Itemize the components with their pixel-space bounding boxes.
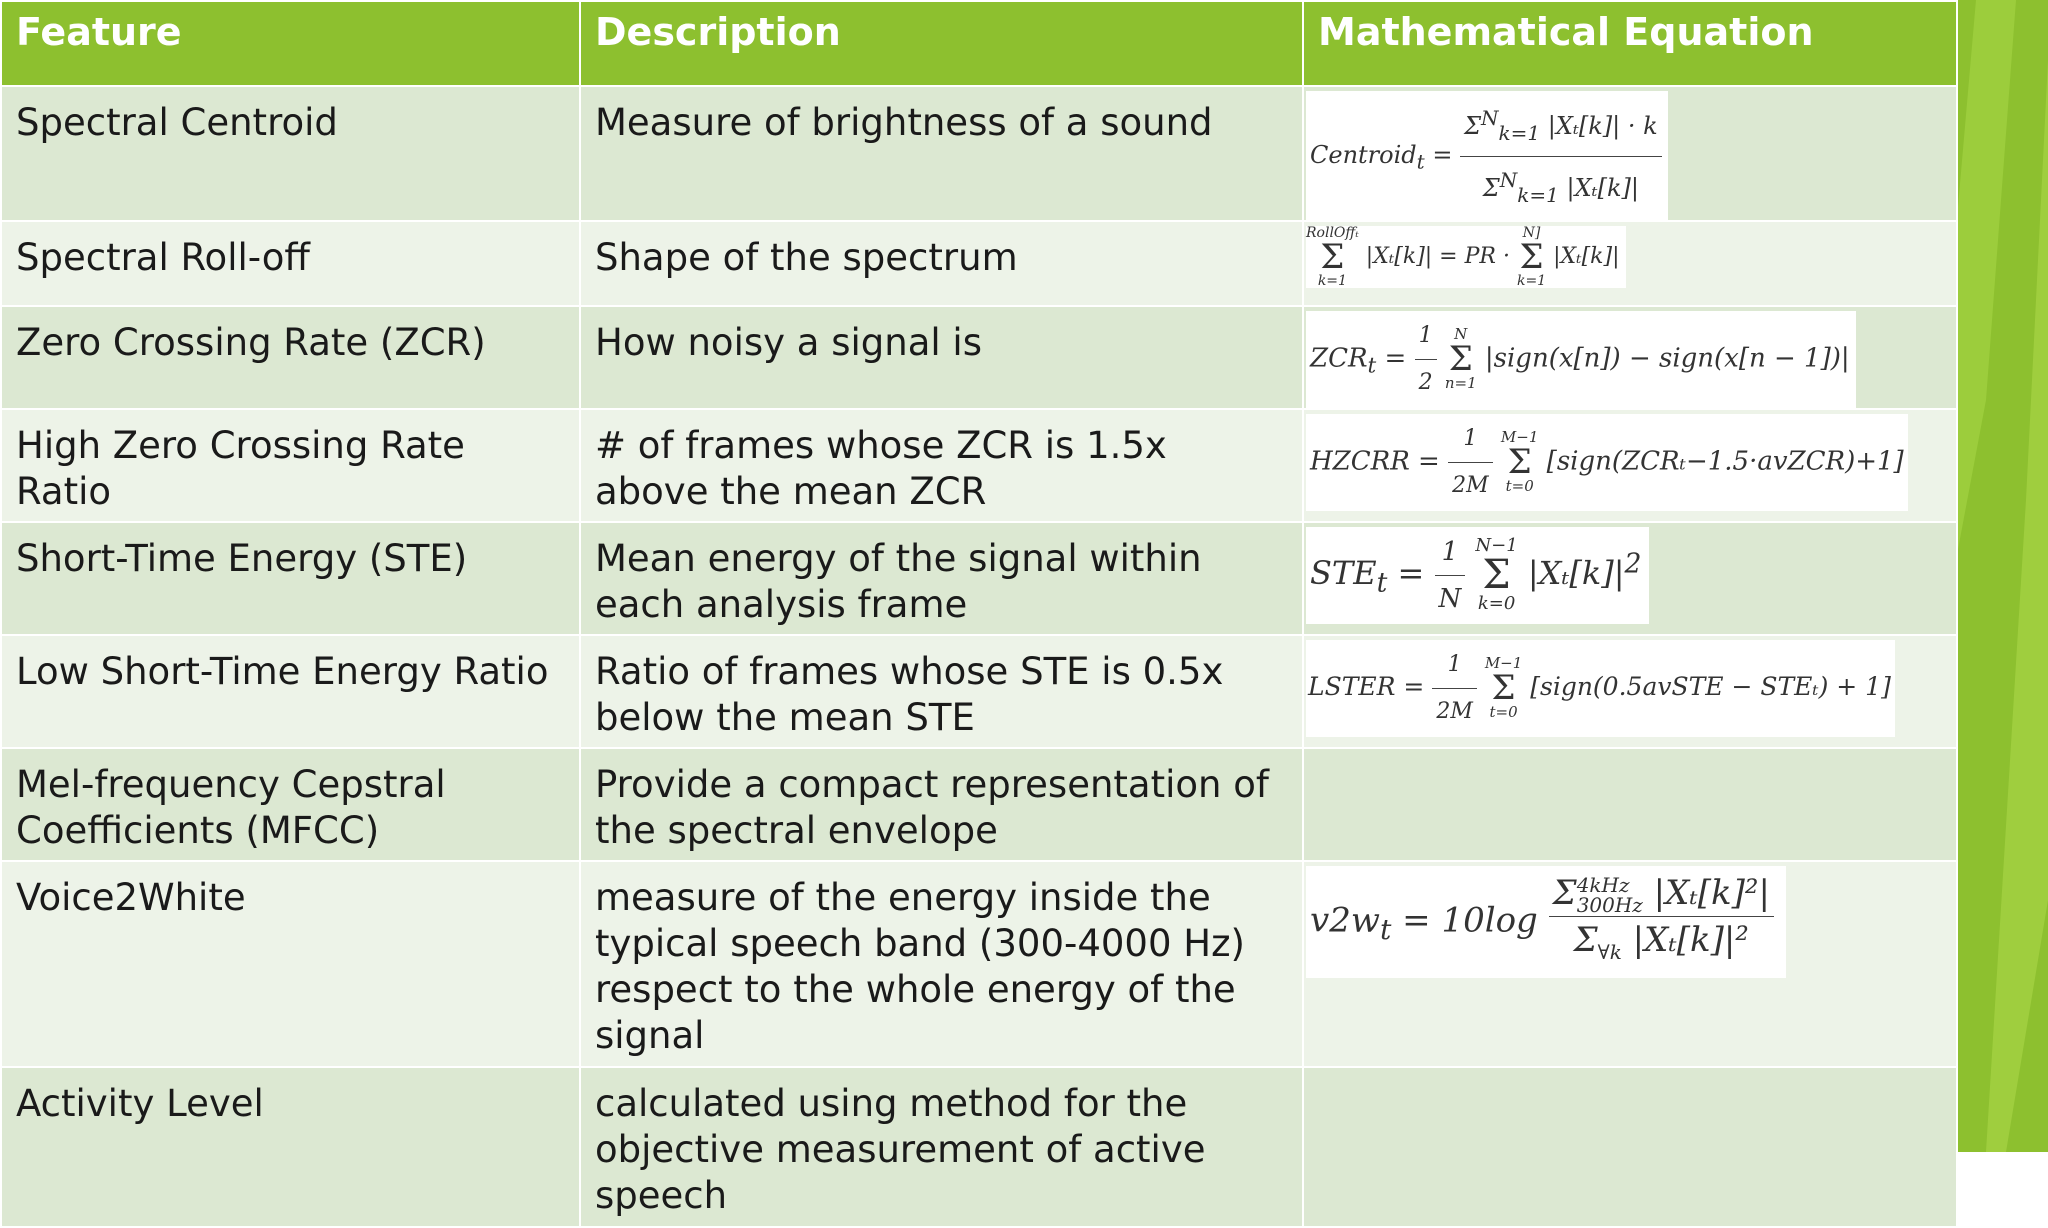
eq-numerator: 1: [1448, 416, 1493, 463]
feature-cell: Activity Level: [1, 1067, 580, 1227]
eq-limit-top: 4kHz: [1576, 872, 1630, 897]
equation-cell: [1303, 861, 1957, 1067]
eq-lhs: HZCRR: [1310, 446, 1410, 477]
eq-sum: N] Σ k=1: [1516, 224, 1547, 289]
feature-cell: Spectral Roll-off: [1, 221, 580, 306]
eq-mid: = 10log: [1402, 900, 1538, 940]
eq-limit-bot: 300Hz: [1576, 892, 1643, 917]
eq-sub: t: [1367, 353, 1377, 379]
table-row: [1, 1067, 1957, 1227]
equation-zcr: $ZCR_t$ = $\frac{1}{2}$ N Σ n=1 |sign(x[n]) − sign(x[n − 1])|: [1306, 311, 1856, 408]
table-row: [1, 86, 1957, 221]
eq-sum-bot: k=1: [1517, 182, 1559, 207]
eq-body: |sign(x[n]) − sign(x[n − 1])|: [1484, 343, 1850, 374]
eq-body: |Xₜ[k]|: [1527, 553, 1625, 592]
eq-sub: t: [1416, 149, 1425, 174]
eq-denominator: |Xₜ[k]|²: [1632, 919, 1749, 960]
equation-cell: [1303, 635, 1957, 748]
equation-cell: [1303, 86, 1957, 221]
equation-cell: [1303, 409, 1957, 522]
eq-numerator: |Xₜ[k]²|: [1653, 872, 1770, 913]
description-cell: How noisy a signal is: [580, 306, 1303, 409]
description-cell: measure of the energy inside the typical speech band (300-4000 Hz) respect to the whole energy of the signal: [580, 861, 1303, 1067]
eq-lhs: LSTER: [1308, 671, 1396, 701]
eq-sum-top: M−1: [1500, 428, 1539, 447]
eq-sub: t: [1376, 566, 1388, 598]
eq-fraction: [1435, 529, 1466, 622]
description-cell: Measure of brightness of a sound: [580, 86, 1303, 221]
eq-sum: N−1 Σ k=0: [1475, 535, 1518, 615]
eq-sum-top: N]: [1522, 224, 1541, 241]
eq-numerator: |Xₜ[k]| · k: [1547, 112, 1658, 140]
table-row: [1, 748, 1957, 861]
eq-sum-top: N: [1454, 325, 1468, 344]
eq-fraction: $\frac{\Sigma^N_{k=1} |X_t[k]| \cdot k}{\Sigma^N_{k=1} |X_t[k]|}$: [1460, 95, 1662, 218]
description-cell: Provide a compact representation of the spectral envelope: [580, 748, 1303, 861]
feature-cell: Low Short-Time Energy Ratio: [1, 635, 580, 748]
eq-sum-bot: t=0: [1505, 477, 1534, 496]
table-row: [1, 522, 1957, 635]
equation-cell: [1303, 306, 1957, 409]
eq-numerator: 1: [1435, 529, 1466, 576]
eq-denominator: |Xₜ[k]|: [1566, 173, 1639, 202]
eq-lhs: Centroid: [1310, 140, 1417, 169]
eq-fraction: [1432, 642, 1477, 735]
eq-exponent: 2: [1624, 547, 1642, 579]
equation-centroid: Centroid$_t$ = $\frac{\Sigma^N_{k=1} |X_t[k]| \cdot k}{\Sigma^N_{k=1} |X_t[k]|}$: [1306, 91, 1668, 220]
equation-cell: [1303, 1067, 1957, 1227]
eq-sum: RollOffₜ Σ k=1: [1306, 224, 1359, 289]
eq-lhs: v2w: [1310, 900, 1380, 940]
eq-sum-top: RollOffₜ: [1306, 224, 1359, 241]
feature-cell: Voice2White: [1, 861, 580, 1067]
table-row: [1, 409, 1957, 522]
eq-sum-bot: k=1: [1516, 272, 1547, 289]
decorative-green-stripe: [1956, 0, 2048, 1152]
table-row: [1, 635, 1957, 748]
eq-sum-bot: k=0: [1477, 593, 1516, 615]
table-row: [1, 861, 1957, 1067]
equation-rolloff: [1306, 226, 1626, 288]
eq-lhs: STE: [1310, 553, 1377, 592]
eq-denominator: 2: [1418, 369, 1433, 395]
eq-sum-bot: t=0: [1489, 703, 1518, 722]
eq-sum-top: N−1: [1475, 535, 1518, 557]
header-row: [1, 1, 1957, 86]
description-cell: Mean energy of the signal within each analysis frame: [580, 522, 1303, 635]
eq-fraction: [1415, 313, 1437, 406]
eq-sum-top: M−1: [1484, 654, 1523, 673]
eq-numerator: 1: [1432, 642, 1477, 689]
eq-numerator: 1: [1415, 313, 1437, 360]
table-row: [1, 221, 1957, 306]
feature-cell: Zero Crossing Rate (ZCR): [1, 306, 580, 409]
feature-cell: Mel-frequency Cepstral Coefficients (MFCC): [1, 748, 580, 861]
feature-cell: Spectral Centroid: [1, 86, 580, 221]
table-row: [1, 306, 1957, 409]
eq-limit: ∀k: [1597, 939, 1622, 964]
eq-denominator: N: [1438, 583, 1462, 614]
equation-hzcrr: HZCRR = $\frac{1}{2M}$ M−1 Σ t=0 [sign(ZCRₜ−1.5·avZCR)+1]: [1306, 414, 1908, 511]
eq-sum-bot: k=1: [1498, 120, 1541, 145]
eq-tail: |Xₜ[k]|: [1553, 243, 1620, 269]
eq-sum-top: N: [1481, 106, 1499, 130]
feature-cell: Short-Time Energy (STE): [1, 522, 580, 635]
eq-sum: M−1 Σ t=0: [1500, 428, 1539, 496]
equation-v2w: [1306, 866, 1786, 979]
eq-body: [sign(0.5avSTE − STEₜ) + 1]: [1530, 671, 1891, 701]
header-description: Description: [580, 1, 1303, 86]
equation-cell: [1303, 748, 1957, 861]
eq-sum: N Σ n=1: [1444, 325, 1477, 393]
description-cell: # of frames whose ZCR is 1.5x above the mean ZCR: [580, 409, 1303, 522]
eq-fraction: Σ 4kHz 300Hz |Xₜ[k]²| $\Sigma_{\forall k}$ |Xₜ[k]|²: [1549, 870, 1774, 975]
description-cell: Shape of the spectrum: [580, 221, 1303, 306]
eq-sum: M−1 Σ t=0: [1484, 654, 1523, 722]
feature-cell: High Zero Crossing Rate Ratio: [1, 409, 580, 522]
header-feature: Feature: [1, 1, 580, 86]
eq-denominator: 2M: [1452, 472, 1489, 498]
equation-cell: [1303, 522, 1957, 635]
eq-sum-bot: n=1: [1444, 374, 1477, 393]
eq-denominator: 2M: [1436, 698, 1473, 724]
eq-sub: t: [1379, 912, 1392, 946]
eq-body: [sign(ZCRₜ−1.5·avZCR)+1]: [1546, 446, 1904, 477]
equation-lster: LSTER = $\frac{1}{2M}$ M−1 Σ t=0 [sign(0.5avSTE − STEₜ) + 1]: [1306, 640, 1895, 737]
eq-sum-bot: k=1: [1317, 272, 1347, 289]
eq-fraction: [1448, 416, 1493, 509]
description-cell: calculated using method for the objective measurement of active speech: [580, 1067, 1303, 1227]
eq-sum-top: N: [1499, 167, 1518, 192]
equation-cell: [1303, 221, 1957, 306]
description-cell: Ratio of frames whose STE is 0.5x below the mean STE: [580, 635, 1303, 748]
eq-lhs: ZCR: [1310, 343, 1368, 374]
eq-body: |Xₜ[k]| = PR ·: [1365, 243, 1510, 269]
equation-ste: $STE_t$ = $\frac{1}{N}$ N−1 Σ k=0 $|X_t[k]|^2$: [1306, 527, 1649, 624]
header-equation: Mathematical Equation: [1303, 1, 1957, 86]
